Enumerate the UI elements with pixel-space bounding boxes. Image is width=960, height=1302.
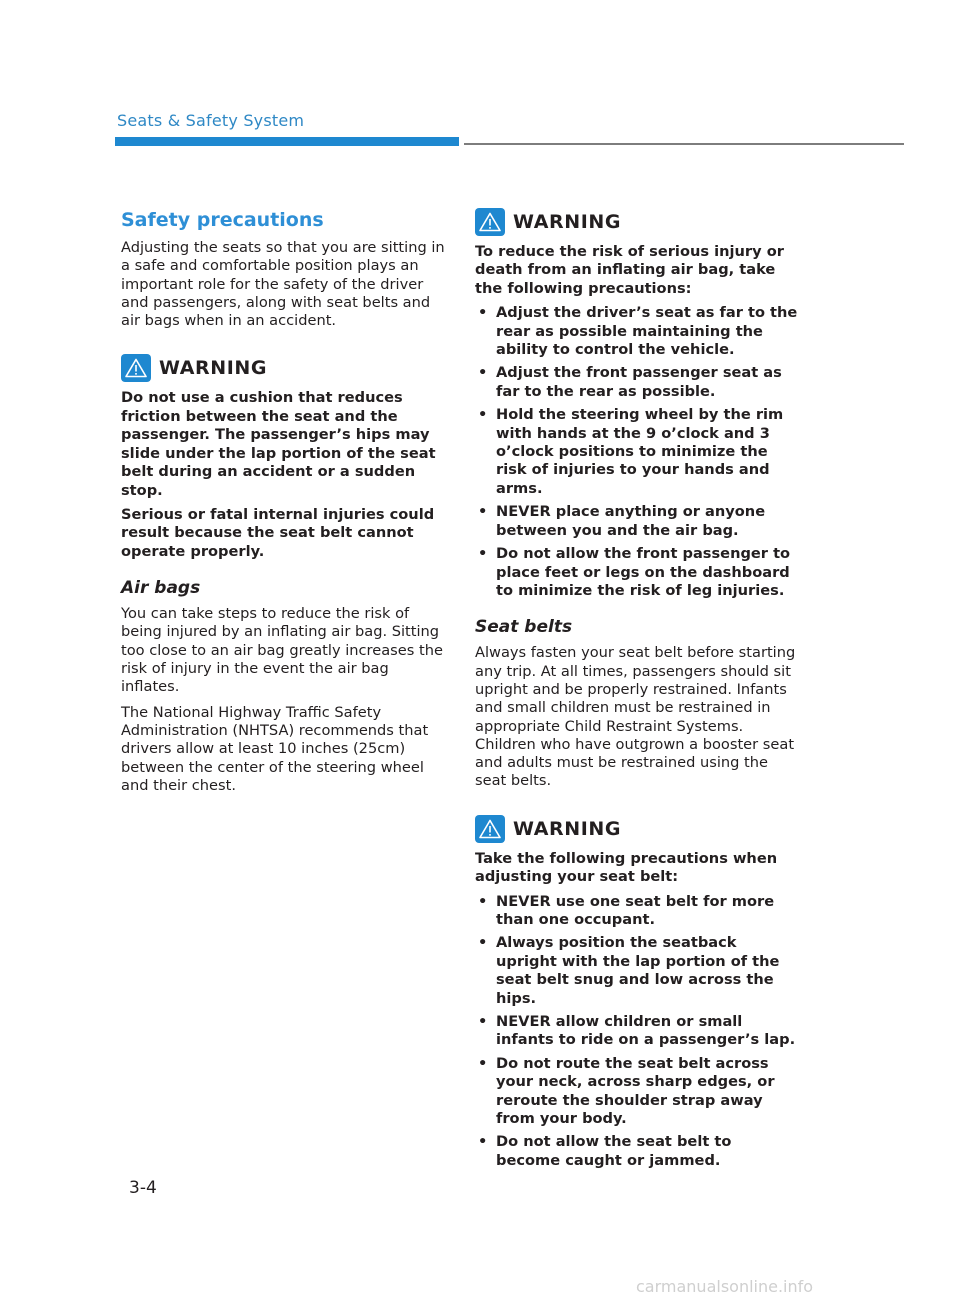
list-item: • NEVER allow children or small infants to ride on a passenger’s lap.: [475, 1013, 799, 1050]
header-rule-accent: [115, 137, 459, 146]
warning-intro: Take the following precautions when adjusting your seat belt:: [475, 849, 778, 886]
seatbelts-paragraph: Always fasten your seat belt before starting any trip. At all times, passengers should sit upright and be properly restrained. Infants and small children must be restrained in appropriate Child Restraint Systems. Children who have outgrown a booster seat and adults must be restrained using the seat belts.: [475, 644, 796, 790]
warning-header: [475, 814, 799, 844]
left-column: [121, 207, 445, 802]
warning-list: [475, 304, 799, 600]
list-item: • NEVER use one seat belt for more than one occupant.: [475, 893, 799, 930]
page-number: 3-4: [129, 1178, 157, 1198]
warning-header: [121, 353, 445, 383]
warning-header: [475, 207, 799, 237]
warning-box: [475, 814, 799, 1171]
list-item: • Always position the seatback upright with the lap portion of the seat belt snug and low across the hips.: [475, 934, 799, 1008]
list-item: • NEVER place anything or anyone between you and the air bag.: [475, 503, 799, 540]
warning-title: WARNING: [513, 817, 622, 840]
list-item: • Adjust the driver’s seat as far to the rear as possible maintaining the ability to control the vehicle.: [475, 304, 799, 359]
warning-text: Serious or fatal internal injuries could result because the seat belt cannot operate properly.: [121, 505, 435, 560]
warning-title: WARNING: [513, 211, 622, 233]
warning-title: WARNING: [159, 357, 268, 380]
warning-triangle-icon: [475, 815, 505, 843]
right-column: [475, 207, 799, 1175]
warning-box: [121, 353, 445, 561]
list-item: • Hold the steering wheel by the rim with hands at the 9 o’clock and 3 o’clock positions to minimize the risk of injuries to your hands and arms.: [475, 406, 799, 498]
watermark-text: carmanualsonline.info: [636, 1277, 814, 1296]
warning-triangle-icon: [475, 208, 505, 236]
warning-list: [475, 893, 799, 1171]
airbags-paragraph: You can take steps to reduce the risk of being injured by an inflating air bag. Sitting too close to an air bag greatly increases the risk of injury in the event the air bag inflates.: [121, 605, 443, 696]
list-item: • Do not allow the seat belt to become caught or jammed.: [475, 1133, 799, 1170]
running-header-title: Seats & Safety System: [117, 111, 305, 130]
warning-triangle-icon: [121, 354, 151, 382]
subsection-heading: Air bags: [121, 578, 201, 599]
warning-box: [475, 207, 799, 600]
list-item: • Adjust the front passenger seat as far to the rear as possible.: [475, 364, 799, 401]
list-item: • Do not allow the front passenger to place feet or legs on the dashboard to minimize the risk of leg injuries.: [475, 545, 799, 600]
header-rule: [464, 143, 904, 145]
subsection-heading: Seat belts: [475, 617, 573, 638]
section-heading: Safety precautions: [121, 209, 324, 231]
intro-paragraph: Adjusting the seats so that you are sitting in a safe and comfortable position plays an important role for the safety of the driver and passengers, along with seat belts and air bags when in an accident.: [121, 239, 445, 330]
airbags-paragraph: The National Highway Traffic Safety Administration (NHTSA) recommends that drivers allow at least 10 inches (25cm) between the center of the steering wheel and their chest.: [121, 703, 429, 794]
warning-text: Do not use a cushion that reduces friction between the seat and the passenger. The passenger’s hips may slide under the lap portion of the seat belt during an accident or a sudden stop.: [121, 389, 436, 499]
warning-intro: To reduce the risk of serious injury or death from an inflating air bag, take the following precautions:: [475, 243, 784, 297]
list-item: • Do not route the seat belt across your neck, across sharp edges, or reroute the shoulder strap away from your body.: [475, 1055, 799, 1129]
